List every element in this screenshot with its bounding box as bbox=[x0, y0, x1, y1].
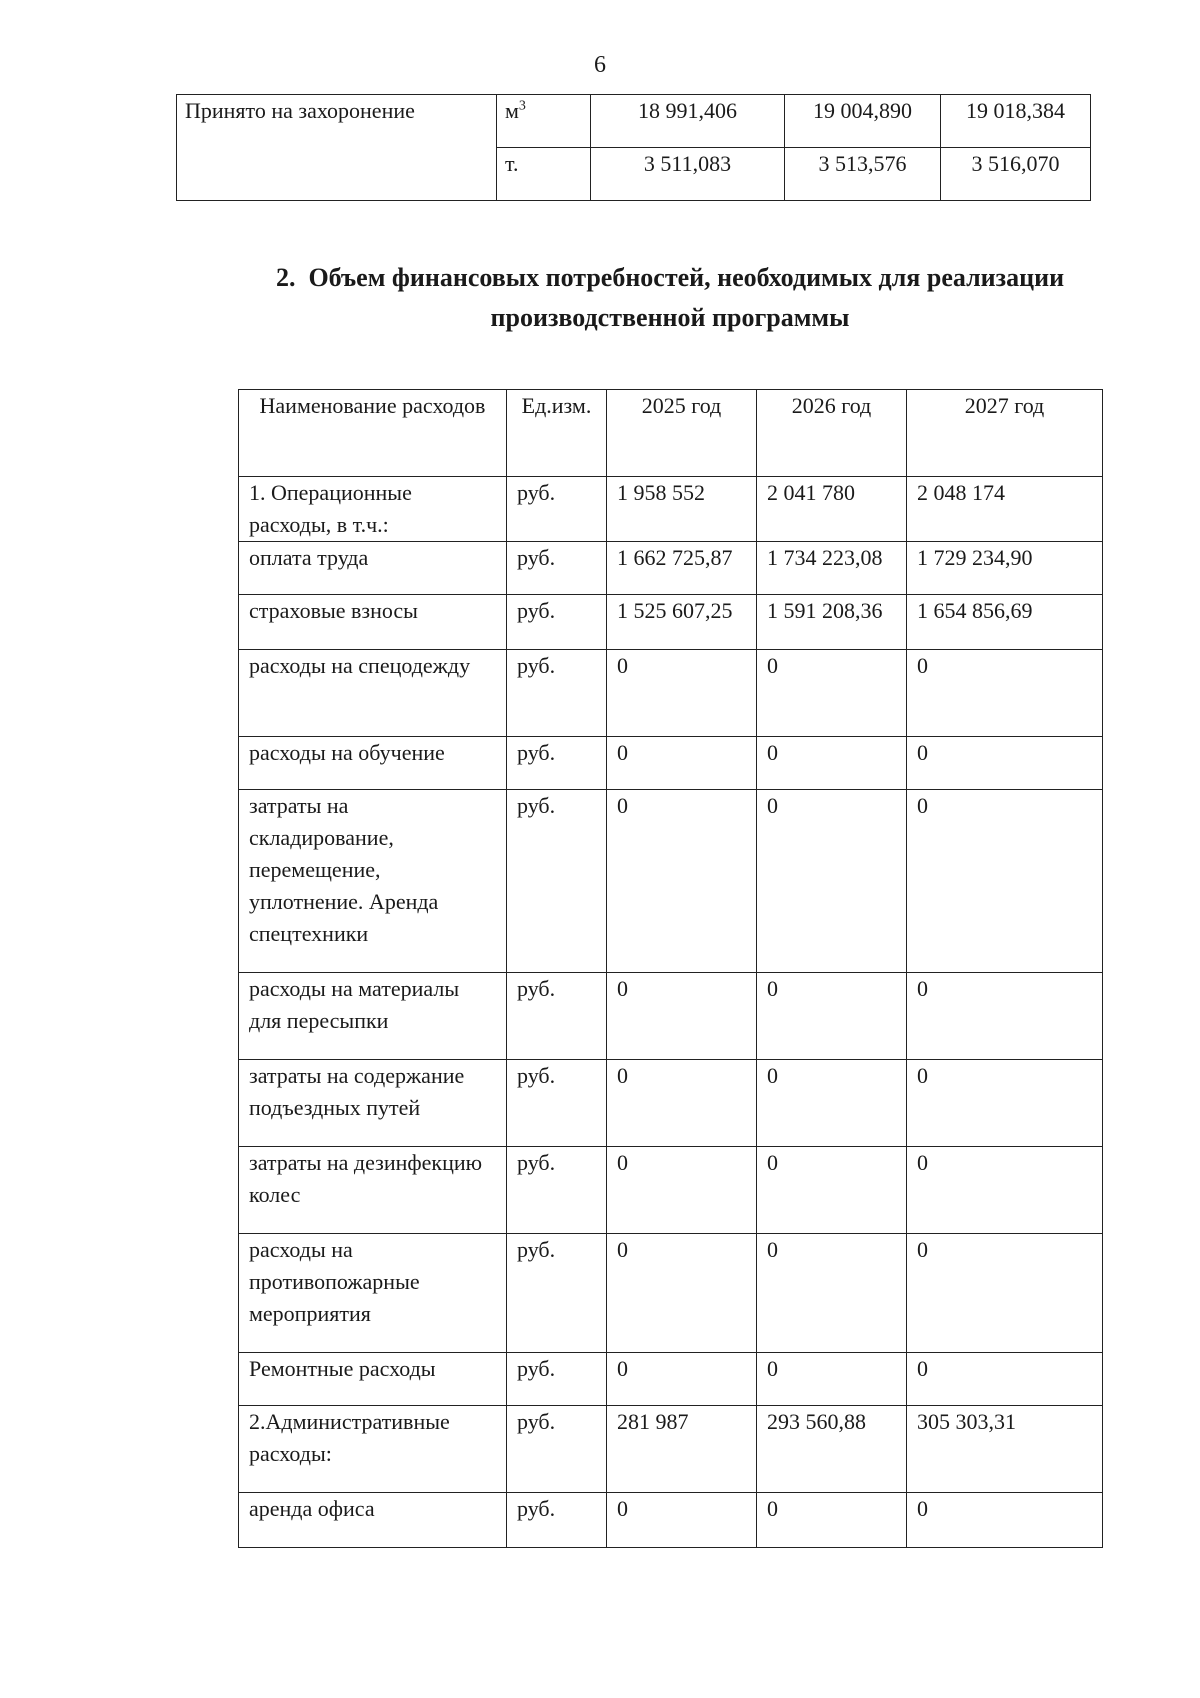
unit-base: м bbox=[505, 98, 519, 123]
table-cell-name: расходы на противопожарные мероприятия bbox=[239, 1234, 507, 1353]
table-cell-2025: 18 991,406 bbox=[591, 95, 785, 148]
table-row bbox=[239, 790, 1103, 973]
table-cell-name: расходы на спецодежду bbox=[239, 650, 507, 737]
table-cell-unit: руб. bbox=[507, 1406, 607, 1493]
table-cell-name: 2.Административные расходы: bbox=[239, 1406, 507, 1493]
table-cell-2027: 0 bbox=[907, 1147, 1103, 1234]
table-cell-2026: 1 734 223,08 bbox=[757, 542, 907, 595]
table-cell-2025: 0 bbox=[607, 790, 757, 973]
table-cell-unit: руб. bbox=[507, 973, 607, 1060]
table-cell-2026: 0 bbox=[757, 1353, 907, 1406]
table-cell-2026: 0 bbox=[757, 790, 907, 973]
table-cell-2025: 1 525 607,25 bbox=[607, 595, 757, 650]
table-row bbox=[239, 737, 1103, 790]
table-row bbox=[239, 1406, 1103, 1493]
table-row bbox=[239, 1147, 1103, 1234]
table-row bbox=[239, 1234, 1103, 1353]
table-row bbox=[239, 1353, 1103, 1406]
table-cell-unit bbox=[497, 95, 591, 148]
header-cell-unit: Ед.изм. bbox=[507, 390, 607, 477]
table-cell-2026: 19 004,890 bbox=[785, 95, 941, 148]
table-cell-unit: руб. bbox=[507, 650, 607, 737]
table-row bbox=[239, 595, 1103, 650]
table-cell-2026: 293 560,88 bbox=[757, 1406, 907, 1493]
table-header-row bbox=[239, 390, 1103, 477]
table-row bbox=[239, 477, 1103, 542]
table-cell-2027: 2 048 174 bbox=[907, 477, 1103, 542]
table-cell-2027: 0 bbox=[907, 1353, 1103, 1406]
table-cell-unit: т. bbox=[497, 148, 591, 201]
table-cell-unit: руб. bbox=[507, 595, 607, 650]
table-cell-2026: 0 bbox=[757, 1060, 907, 1147]
table-cell-2026: 3 513,576 bbox=[785, 148, 941, 201]
table-row bbox=[239, 973, 1103, 1060]
section-heading-line-1 bbox=[230, 258, 1110, 298]
table-cell-unit: руб. bbox=[507, 790, 607, 973]
table-cell-2025: 0 bbox=[607, 1234, 757, 1353]
financial-table-body bbox=[239, 477, 1103, 1548]
table-cell-2025: 0 bbox=[607, 1353, 757, 1406]
table-cell-unit: руб. bbox=[507, 1234, 607, 1353]
table-cell-2027: 0 bbox=[907, 1493, 1103, 1548]
table-cell-2027: 0 bbox=[907, 973, 1103, 1060]
table-cell-2027: 1 729 234,90 bbox=[907, 542, 1103, 595]
table-cell-unit: руб. bbox=[507, 1493, 607, 1548]
table-cell-2027: 1 654 856,69 bbox=[907, 595, 1103, 650]
table-cell-2026: 0 bbox=[757, 737, 907, 790]
table-cell-2025: 281 987 bbox=[607, 1406, 757, 1493]
section-title-line-1: Объем финансовых потребностей, необходимых для реализации bbox=[308, 263, 1065, 292]
table-row bbox=[177, 95, 1091, 148]
table-cell-unit: руб. bbox=[507, 477, 607, 542]
table-cell-2025: 1 662 725,87 bbox=[607, 542, 757, 595]
table-cell-2026: 0 bbox=[757, 1147, 907, 1234]
table-cell-name: Ремонтные расходы bbox=[239, 1353, 507, 1406]
table-cell-unit: руб. bbox=[507, 1147, 607, 1234]
section-title-line-2: производственной программы bbox=[490, 303, 850, 332]
table-cell-2027: 3 516,070 bbox=[941, 148, 1091, 201]
table-cell-name: затраты на содержание подъездных путей bbox=[239, 1060, 507, 1147]
table-cell-2025: 0 bbox=[607, 973, 757, 1060]
table-cell-unit: руб. bbox=[507, 542, 607, 595]
section-number: 2. bbox=[275, 263, 296, 292]
table-cell-2026: 0 bbox=[757, 973, 907, 1060]
table-row bbox=[239, 1493, 1103, 1548]
header-cell-2025: 2025 год bbox=[607, 390, 757, 477]
table-cell-unit: руб. bbox=[507, 737, 607, 790]
table-cell-2027: 0 bbox=[907, 1060, 1103, 1147]
table-cell-2026: 0 bbox=[757, 1493, 907, 1548]
table-cell-name: оплата труда bbox=[239, 542, 507, 595]
table-cell-name: затраты на складирование, перемещение, уплотнение. Аренда спецтехники bbox=[239, 790, 507, 973]
table-cell-name: расходы на обучение bbox=[239, 737, 507, 790]
header-cell-2027: 2027 год bbox=[907, 390, 1103, 477]
table-cell-2026: 2 041 780 bbox=[757, 477, 907, 542]
header-cell-name: Наименование расходов bbox=[239, 390, 507, 477]
financial-needs-table bbox=[238, 389, 1103, 1548]
table-cell-2027: 0 bbox=[907, 737, 1103, 790]
table-cell-2027: 0 bbox=[907, 790, 1103, 973]
table-cell-name: затраты на дезинфекцию колес bbox=[239, 1147, 507, 1234]
table-cell-2025: 0 bbox=[607, 1060, 757, 1147]
table-cell-name: 1. Операционные расходы, в т.ч.: bbox=[239, 477, 507, 542]
section-heading bbox=[230, 258, 1110, 338]
table-cell-2025: 3 511,083 bbox=[591, 148, 785, 201]
disposal-volume-table bbox=[176, 94, 1091, 201]
page-number: 6 bbox=[594, 52, 606, 78]
table-cell-unit: руб. bbox=[507, 1353, 607, 1406]
table-cell-2027: 305 303,31 bbox=[907, 1406, 1103, 1493]
table-row bbox=[239, 542, 1103, 595]
table-cell-2027: 19 018,384 bbox=[941, 95, 1091, 148]
table-cell-unit: руб. bbox=[507, 1060, 607, 1147]
table-row bbox=[239, 1060, 1103, 1147]
table-cell-2027: 0 bbox=[907, 1234, 1103, 1353]
table-cell-name: расходы на материалы для пересыпки bbox=[239, 973, 507, 1060]
table-cell-2026: 0 bbox=[757, 650, 907, 737]
table-cell-2027: 0 bbox=[907, 650, 1103, 737]
table-cell-name: страховые взносы bbox=[239, 595, 507, 650]
table-row bbox=[239, 650, 1103, 737]
table-cell-2026: 0 bbox=[757, 1234, 907, 1353]
table-cell-2025: 0 bbox=[607, 1493, 757, 1548]
table-cell-2025: 0 bbox=[607, 737, 757, 790]
table-cell-2025: 0 bbox=[607, 1147, 757, 1234]
table-cell-2025: 1 958 552 bbox=[607, 477, 757, 542]
table-cell-2025: 0 bbox=[607, 650, 757, 737]
unit-superscript: 3 bbox=[518, 98, 526, 114]
header-cell-2026: 2026 год bbox=[757, 390, 907, 477]
table-cell-name: аренда офиса bbox=[239, 1493, 507, 1548]
table-cell-label: Принято на захоронение bbox=[177, 95, 497, 201]
table-cell-2026: 1 591 208,36 bbox=[757, 595, 907, 650]
